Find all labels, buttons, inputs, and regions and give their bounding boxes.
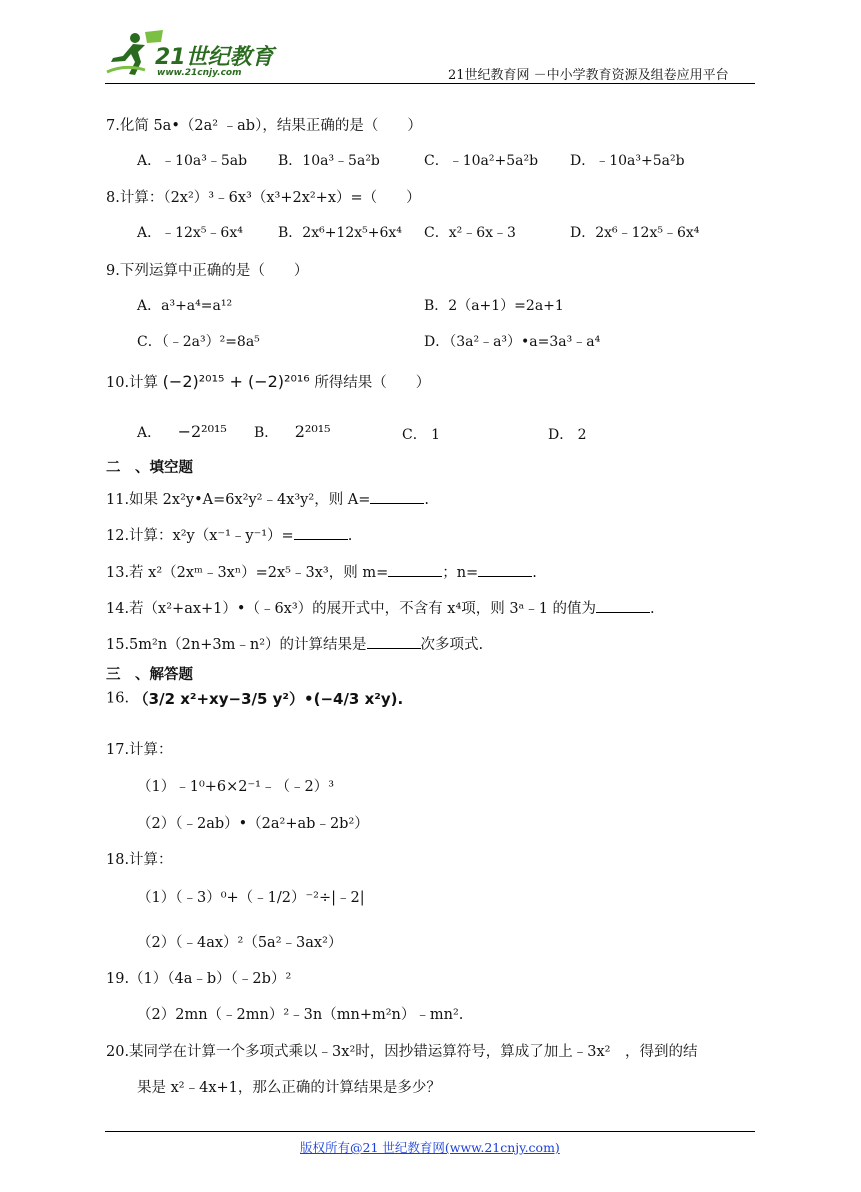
header-rule bbox=[105, 83, 755, 84]
question-10-option-b-label: B． bbox=[254, 425, 279, 441]
question-12-text: 12.计算：x²y（x⁻¹﹣y⁻¹）= bbox=[106, 528, 294, 544]
answer-blank bbox=[370, 489, 424, 504]
section-fill-heading: 二 、填空题 bbox=[106, 460, 193, 476]
question-12 bbox=[106, 524, 352, 545]
logo-main-text: 21世纪教育 bbox=[155, 45, 274, 70]
question-18: 18.计算： bbox=[106, 852, 173, 868]
question-10-option-b-expr: 2²⁰¹⁵ bbox=[294, 422, 331, 441]
footer-copyright-link[interactable]: 版权所有@21 世纪教育网(www.21cnjy.com) bbox=[300, 1140, 560, 1155]
question-10-option-c: C． 1 bbox=[402, 427, 441, 443]
question-13-mid: ；n= bbox=[442, 565, 479, 581]
answer-blank bbox=[367, 634, 421, 649]
question-17-part-1: （1）﹣1⁰+6×2⁻¹﹣（﹣2）³ bbox=[137, 779, 335, 795]
question-10-expression: (−2)²⁰¹⁵ + (−2)²⁰¹⁶ bbox=[162, 372, 310, 391]
logo bbox=[105, 28, 285, 82]
question-11 bbox=[106, 488, 429, 509]
question-9-option-b: B．2（a+1）=2a+1 bbox=[424, 298, 564, 314]
question-20-line-2: 果是 x²﹣4x+1，那么正确的计算结果是多少？ bbox=[137, 1080, 441, 1096]
question-11-end: . bbox=[424, 492, 430, 508]
question-10-option-d: D． 2 bbox=[548, 427, 587, 443]
question-8-option-c: C．x²﹣6x﹣3 bbox=[424, 225, 516, 241]
question-14 bbox=[106, 597, 655, 618]
question-16-expression: （3/2 x²+xy−3/5 y²）•(−4/3 x²y). bbox=[133, 690, 404, 708]
question-18-part-2: （2）（﹣4ax）²（5a²﹣3ax²） bbox=[137, 935, 343, 951]
footer-rule bbox=[105, 1131, 755, 1132]
question-9-stem: 9.下列运算中正确的是（ ） bbox=[106, 263, 309, 279]
question-7-stem: 7.化简 5a•（2a² ﹣ab），结果正确的是（ ） bbox=[106, 118, 422, 134]
question-8-stem: 8.计算：（2x²）³﹣6x³（x³+2x²+x）=（ ） bbox=[106, 190, 421, 206]
question-14-text: 14.若（x²+ax+1）•（﹣6x³）的展开式中，不含有 x⁴项，则 3ᵃ﹣1 的值为 bbox=[106, 601, 597, 617]
answer-blank bbox=[596, 598, 650, 613]
question-10-option-b bbox=[254, 422, 331, 442]
section-solve-heading: 三 、解答题 bbox=[106, 667, 193, 683]
question-9-option-d: D．（3a²﹣a³）•a=3a³﹣a⁴ bbox=[424, 334, 601, 350]
question-16 bbox=[106, 688, 403, 709]
question-20-line-1: 20.某同学在计算一个多项式乘以﹣3x²时，因抄错运算符号，算成了加上﹣3x² ，得到的结 bbox=[106, 1044, 698, 1060]
question-15 bbox=[106, 633, 483, 654]
question-7-option-c: C．﹣10a²+5a²b bbox=[424, 153, 539, 169]
question-15-end: 次多项式. bbox=[420, 637, 484, 653]
question-10-option-a-label: A． bbox=[137, 425, 162, 441]
question-17-part-2: （2）（﹣2ab）•（2a²+ab﹣2b²） bbox=[137, 816, 369, 832]
question-18-part-1: （1）（﹣3）⁰+（﹣1/2）⁻²÷|﹣2| bbox=[137, 890, 365, 906]
question-9-option-c: C．（﹣2a³）²=8a⁵ bbox=[137, 334, 260, 350]
site-title: 21世纪教育网 －中小学教育资源及组卷应用平台 bbox=[448, 68, 729, 83]
logo-url-text: www.21cnjy.com bbox=[157, 68, 242, 78]
question-15-text: 15.5m²n（2n+3m﹣n²）的计算结果是 bbox=[106, 637, 367, 653]
question-10-stem bbox=[106, 371, 430, 392]
question-10-tail: 所得结果（ ） bbox=[314, 375, 431, 391]
question-11-text: 11.如果 2x²y•A=6x²y²﹣4x³y²，则 A= bbox=[106, 492, 371, 508]
question-19-part-2: （2）2mn（﹣2mn）²﹣3n（mn+m²n）﹣mn². bbox=[137, 1007, 464, 1023]
question-13-text: 13.若 x²（2xᵐ﹣3xⁿ）=2x⁵﹣3x³，则 m= bbox=[106, 565, 389, 581]
question-8-option-b: B．2x⁶+12x⁵+6x⁴ bbox=[278, 225, 402, 241]
question-17: 17.计算： bbox=[106, 742, 173, 758]
question-8-option-a: A．﹣12x⁵﹣6x⁴ bbox=[137, 225, 243, 241]
question-13 bbox=[106, 561, 537, 582]
question-7-option-b: B．10a³﹣5a²b bbox=[278, 153, 380, 169]
question-19-part-1: 19.（1）（4a﹣b）（﹣2b）² bbox=[106, 971, 292, 987]
question-16-number: 16. bbox=[106, 690, 130, 707]
question-10-option-a bbox=[137, 422, 227, 442]
question-9-option-a: A．a³+a⁴=a¹² bbox=[137, 298, 233, 314]
answer-blank-n bbox=[478, 562, 532, 577]
question-13-end: . bbox=[532, 565, 537, 581]
answer-blank-m bbox=[388, 562, 442, 577]
question-12-end: . bbox=[347, 528, 353, 544]
question-8-option-d: D．2x⁶﹣12x⁵﹣6x⁴ bbox=[570, 225, 700, 241]
answer-blank bbox=[294, 525, 348, 540]
question-7-option-d: D．﹣10a³+5a²b bbox=[570, 153, 685, 169]
question-10-option-a-expr: −2²⁰¹⁵ bbox=[177, 422, 227, 441]
question-14-end: . bbox=[650, 601, 655, 617]
question-10-number: 10.计算 bbox=[106, 375, 159, 391]
question-7-option-a: A．﹣10a³﹣5ab bbox=[137, 153, 248, 169]
